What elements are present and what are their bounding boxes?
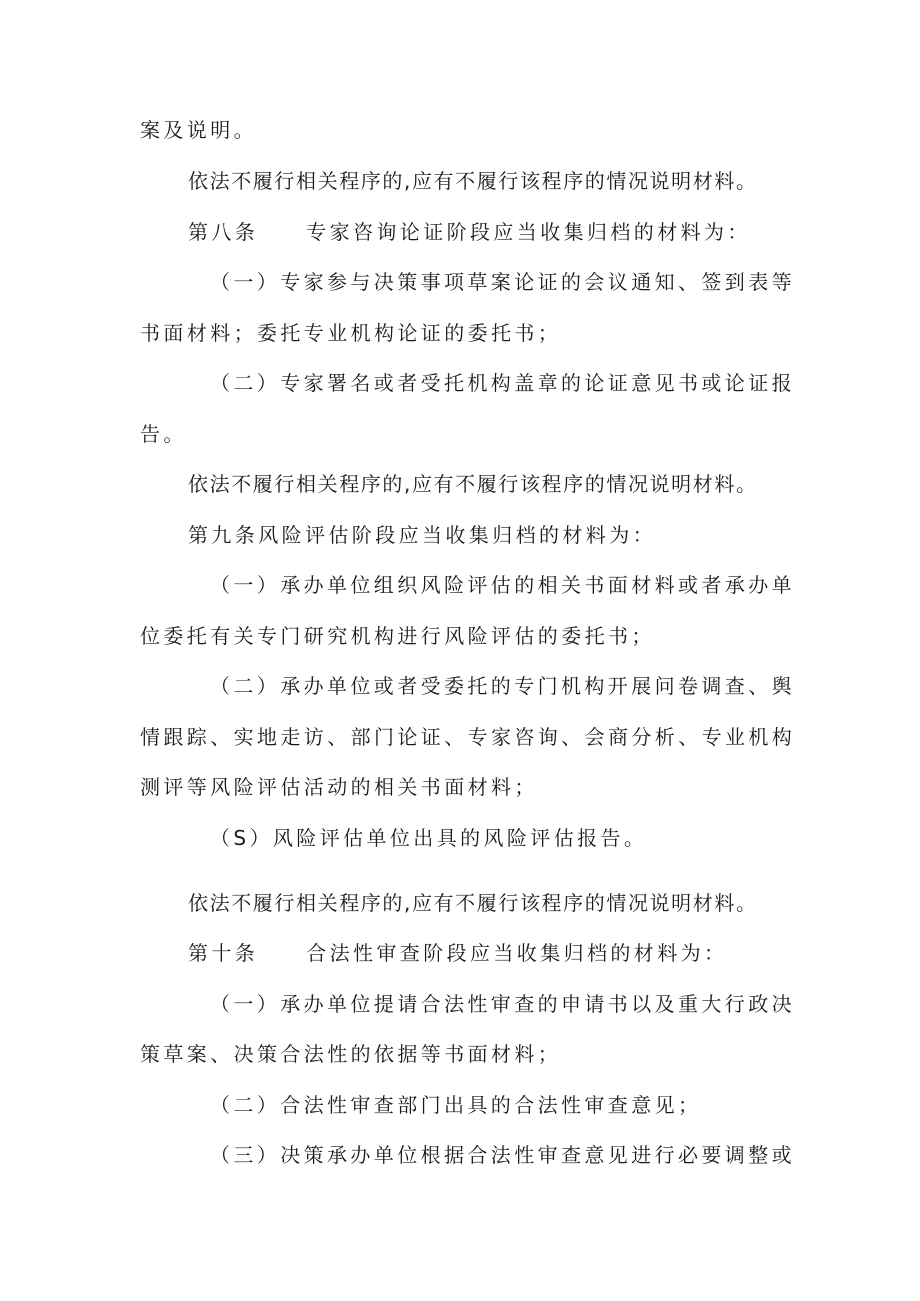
article-number: 第八条 [188, 220, 259, 244]
text-line: （三）决策承办单位根据合法性审查意见进行必要调整或 [210, 1143, 795, 1167]
text-line: （一）承办单位组织风险评估的相关书面材料或者承办单 [210, 573, 795, 597]
article-title: 合法性审查阶段应当收集归档的材料为： [306, 941, 728, 965]
text-line: （二）专家署名或者受托机构盖章的论证意见书或论证报 [210, 371, 795, 395]
text-line: （二）承办单位或者受委托的专门机构开展问卷调查、舆 [210, 674, 795, 698]
text-line: 告。 [140, 422, 187, 446]
text-line: 书面材料；委托专业机构论证的委托书； [140, 321, 562, 345]
text-line: （一）承办单位提请合法性审查的申请书以及重大行政决 [210, 992, 795, 1016]
text-line: （S）风险评估单位出具的风险评估报告。 [210, 826, 648, 850]
text-line: 位委托有关专门研究机构进行风险评估的委托书； [140, 624, 655, 648]
article-title: 专家咨询论证阶段应当收集归档的材料为： [306, 220, 751, 244]
text-line: 案及说明。 [140, 118, 257, 142]
text-line: 依法不履行相关程序的,应有不履行该程序的情况说明材料。 [188, 472, 758, 496]
article-number: 第十条 [188, 941, 259, 965]
text-line: 策草案、决策合法性的依据等书面材料； [140, 1042, 562, 1066]
text-line: 测评等风险评估活动的相关书面材料； [140, 775, 538, 799]
text-line: 情跟踪、实地走访、部门论证、专家咨询、会商分析、专业机构 [140, 725, 796, 749]
text-line: 依法不履行相关程序的,应有不履行该程序的情况说明材料。 [188, 891, 758, 915]
article-heading [188, 218, 751, 246]
article-heading [188, 939, 727, 967]
text-line: 依法不履行相关程序的,应有不履行该程序的情况说明材料。 [188, 169, 758, 193]
text-line: （一）专家参与决策事项草案论证的会议通知、签到表等 [210, 270, 795, 294]
text-line: （二）合法性审查部门出具的合法性审查意见； [210, 1093, 702, 1117]
article-heading: 第九条风险评估阶段应当收集归档的材料为： [188, 523, 656, 547]
